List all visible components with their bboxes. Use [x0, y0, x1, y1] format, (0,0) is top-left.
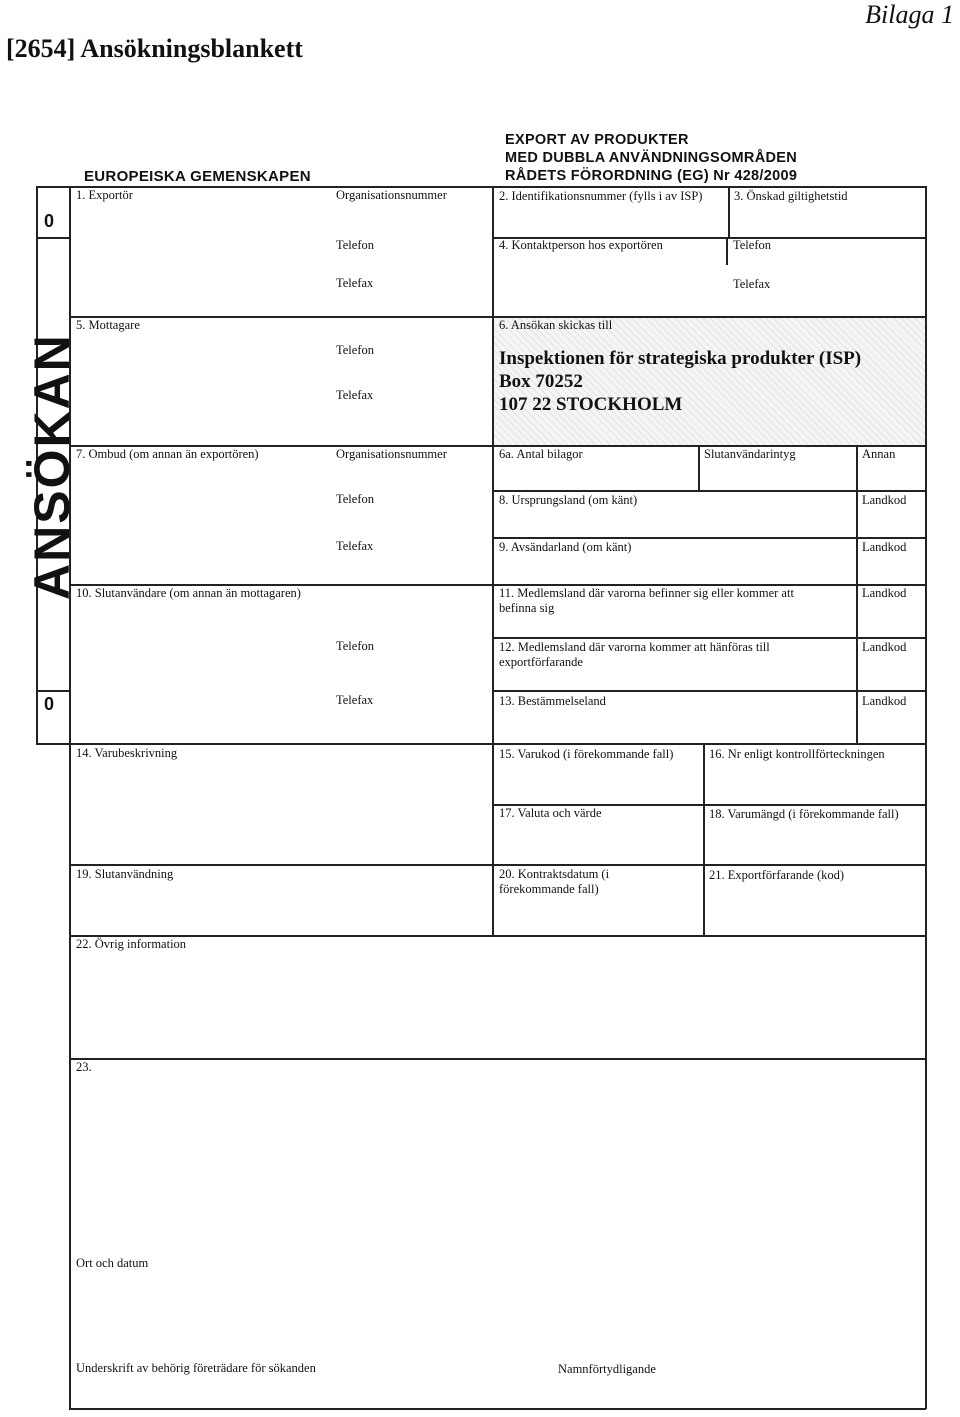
- field-agent-fax[interactable]: Telefax: [336, 539, 374, 553]
- field-agent-org-number[interactable]: Organisationsnummer: [336, 447, 447, 461]
- field-end-user-certificate[interactable]: Slutanvändarintyg: [704, 447, 796, 461]
- field-goods-description[interactable]: 14. Varubeskrivning: [76, 746, 178, 760]
- field-recipient-fax[interactable]: Telefax: [336, 388, 374, 402]
- field-end-use[interactable]: 19. Slutanvändning: [76, 867, 174, 881]
- field-member-state-location[interactable]: [499, 586, 794, 616]
- isp-box-number: Box 70252: [499, 371, 583, 392]
- field-member-state-export-line-2: exportförfarande: [499, 655, 583, 669]
- field-agent-phone[interactable]: Telefon: [336, 492, 374, 506]
- divider-2-3: [728, 186, 730, 238]
- line-below-10: [69, 743, 926, 745]
- field-contact-fax[interactable]: Telefax: [733, 277, 771, 291]
- field-exporter-org-number[interactable]: Organisationsnummer: [336, 188, 447, 202]
- field-contract-date[interactable]: [499, 867, 609, 897]
- field-currency-value[interactable]: 17. Valuta och värde: [499, 806, 602, 820]
- line-below-11: [492, 637, 926, 639]
- field-contract-date-line-1: 20. Kontraktsdatum (i: [499, 867, 610, 881]
- field-recipient[interactable]: 5. Mottagare: [76, 318, 140, 332]
- field-export-procedure-code[interactable]: 21. Exportförfarande (kod): [709, 868, 845, 882]
- side-zero-top: 0: [44, 211, 55, 231]
- field-signature[interactable]: Underskrift av behörig företrädare för sökanden: [76, 1361, 316, 1375]
- side-zero-bottom: 0: [44, 694, 55, 714]
- form-title-line-1: EXPORT AV PRODUKTER: [505, 132, 689, 148]
- divider-4-tel: [726, 237, 728, 265]
- side-strip-bottom-border: [36, 743, 70, 745]
- line-below-1: [69, 316, 926, 318]
- field-destination-country-code[interactable]: Landkod: [862, 694, 907, 708]
- field-contact-phone[interactable]: Telefon: [733, 238, 771, 252]
- field-attachment-count[interactable]: 6a. Antal bilagor: [499, 447, 583, 461]
- field-country-of-consignment[interactable]: 9. Avsändarland (om känt): [499, 540, 632, 554]
- middle-divider: [492, 186, 494, 936]
- field-commodity-code[interactable]: 15. Varukod (i förekommande fall): [499, 747, 674, 761]
- application-side-label: ANSÖKAN: [24, 333, 80, 600]
- field-quantity[interactable]: 18. Varumängd (i förekommande fall): [709, 807, 899, 821]
- form-right-border: [925, 186, 927, 1409]
- field-validity-period[interactable]: 3. Önskad giltighetstid: [734, 189, 848, 203]
- field-consignment-country-code[interactable]: Landkod: [862, 540, 907, 554]
- line-below-22: [69, 1058, 926, 1060]
- community-title: EUROPEISKA GEMENSKAPEN: [84, 168, 311, 185]
- field-name-clarification[interactable]: Namnförtydligande: [558, 1362, 656, 1376]
- divider-6a: [698, 445, 700, 491]
- field-member-state-location-line-1: 11. Medlemsland där varorna befinner sig eller kommer att: [499, 586, 794, 600]
- field-identification-number[interactable]: 2. Identifikationsnummer (fylls i av ISP): [499, 189, 703, 203]
- field-contract-date-line-2: förekommande fall): [499, 882, 599, 896]
- field-other[interactable]: Annan: [862, 447, 896, 461]
- field-origin-country-code[interactable]: Landkod: [862, 493, 907, 507]
- isp-name: Inspektionen för strategiska produkter (ISP): [499, 348, 862, 369]
- field-other-information[interactable]: 22. Övrig information: [76, 937, 187, 951]
- field-contact-person[interactable]: 4. Kontaktperson hos exportören: [499, 238, 663, 252]
- form-title-line-2: MED DUBBLA ANVÄNDNINGSOMRÅDEN: [505, 150, 797, 166]
- field-export-country-code[interactable]: Landkod: [862, 640, 907, 654]
- field-end-user[interactable]: 10. Slutanvändare (om annan än mottagaren): [76, 586, 301, 600]
- side-strip-divider-bottom: [36, 690, 70, 692]
- page-title: [2654] Ansökningsblankett: [6, 34, 303, 63]
- divider-15-16: [703, 743, 705, 936]
- field-member-state-export-line-1: 12. Medlemsland där varorna kommer att hänföras till: [499, 640, 770, 654]
- form-bottom-border: [69, 1408, 926, 1410]
- field-country-of-destination[interactable]: 13. Bestämmelseland: [499, 694, 606, 708]
- field-exporter-phone[interactable]: Telefon: [336, 238, 374, 252]
- line-below-19: [69, 935, 926, 937]
- line-below-8: [492, 537, 926, 539]
- isp-city: 107 22 STOCKHOLM: [499, 394, 683, 415]
- field-member-state-location-line-2: befinna sig: [499, 601, 555, 615]
- field-23[interactable]: 23.: [76, 1060, 92, 1074]
- line-below-6a: [492, 490, 926, 492]
- field-recipient-phone[interactable]: Telefon: [336, 343, 374, 357]
- attachment-label: Bilaga 1: [865, 0, 954, 29]
- side-strip-top-border: [36, 186, 70, 188]
- field-member-state-export[interactable]: [499, 640, 770, 670]
- field-end-user-phone[interactable]: Telefon: [336, 639, 374, 653]
- field-agent[interactable]: 7. Ombud (om annan än exportören): [76, 447, 259, 461]
- field-place-and-date[interactable]: Ort och datum: [76, 1256, 149, 1270]
- side-strip-divider-top: [36, 237, 70, 239]
- line-below-14: [69, 864, 926, 866]
- field-end-user-fax[interactable]: Telefax: [336, 693, 374, 707]
- isp-address: [499, 347, 861, 416]
- line-below-12: [492, 690, 926, 692]
- field-control-list-number[interactable]: 16. Nr enligt kontrollförteckningen: [709, 747, 885, 761]
- form-title-line-3: RÅDETS FÖRORDNING (EG) Nr 428/2009: [505, 168, 798, 184]
- field-send-to: 6. Ansökan skickas till: [499, 318, 613, 332]
- form-top-border: [69, 186, 926, 188]
- field-exporter[interactable]: 1. Exportör: [76, 188, 133, 202]
- field-exporter-fax[interactable]: Telefax: [336, 276, 374, 290]
- field-location-country-code[interactable]: Landkod: [862, 586, 907, 600]
- field-country-of-origin[interactable]: 8. Ursprungsland (om känt): [499, 493, 638, 507]
- form-title: [505, 131, 797, 185]
